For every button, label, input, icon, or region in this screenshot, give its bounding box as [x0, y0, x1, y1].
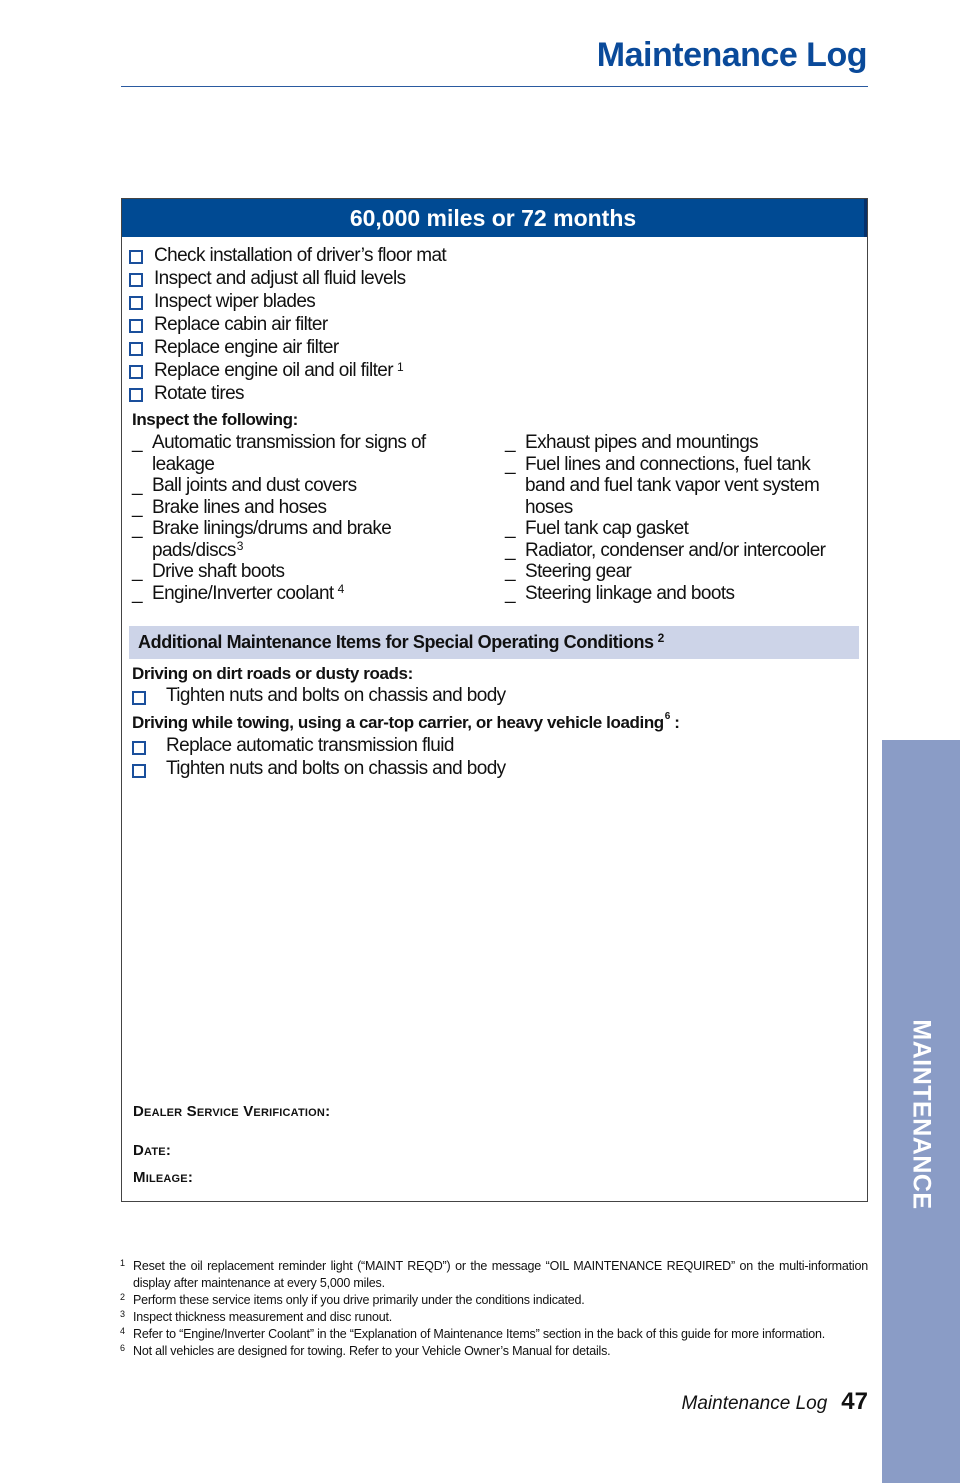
checklist-item	[129, 313, 446, 336]
inspect-item	[132, 432, 472, 475]
footnote	[120, 1343, 868, 1360]
item-label: Steering gear	[525, 561, 632, 582]
item-label: Replace cabin air filter	[154, 313, 328, 335]
inspect-item	[132, 561, 472, 583]
checkbox[interactable]	[129, 342, 143, 356]
checklist-item	[129, 267, 446, 290]
footnote-number: 3	[120, 1309, 125, 1319]
dirt-roads-heading: Driving on dirt roads or dusty roads:	[132, 664, 413, 683]
inspect-list-right	[505, 432, 845, 604]
footnote-text: Refer to “Engine/Inverter Coolant” in the “Explanation of Maintenance Items” section in the back of this guide for more information.	[133, 1327, 826, 1341]
bullet: _	[132, 432, 142, 453]
item-label: Radiator, condenser and/or intercooler	[525, 539, 826, 561]
checkbox[interactable]	[129, 273, 143, 287]
interval-title: 60,000 miles or 72 months	[122, 199, 867, 237]
inspect-item	[505, 518, 845, 540]
item-label: Fuel tank cap gasket	[525, 518, 689, 539]
checkbox[interactable]	[129, 296, 143, 310]
item-label: Steering linkage and boots	[525, 582, 735, 604]
footnote-text: Inspect thickness measurement and disc runout.	[133, 1310, 392, 1324]
bullet: _	[505, 453, 515, 475]
section-tab-label: MAINTENANCE	[907, 1019, 936, 1210]
bullet: _	[132, 475, 142, 496]
item-label: Replace engine air filter	[154, 336, 339, 358]
item-text	[152, 518, 402, 561]
item-label: Brake linings/drums and brake pads/discs	[152, 518, 392, 561]
inspect-item	[132, 583, 472, 605]
item-label: Replace engine oil and oil filter	[154, 359, 393, 381]
section-side-tab	[882, 740, 960, 1483]
footnote	[120, 1309, 868, 1326]
item-label: Check installation of driver’s floor mat	[154, 244, 447, 266]
item-label: Engine/Inverter coolant	[152, 582, 334, 604]
footnote-number: 4	[120, 1326, 125, 1336]
checkbox[interactable]	[132, 741, 146, 755]
footnotes	[120, 1258, 868, 1360]
footnote-ref: 2	[657, 631, 664, 645]
item-label: Automatic transmission for signs of leakage	[152, 432, 426, 475]
inspect-item	[505, 432, 845, 454]
item-label: Ball joints and dust covers	[152, 475, 357, 496]
dealer-verification-label: Dealer Service Verification:	[133, 1103, 331, 1120]
service-checklist	[129, 244, 446, 405]
checkbox[interactable]	[129, 250, 143, 264]
maintenance-interval-card	[121, 198, 868, 1202]
footnote-text: Not all vehicles are designed for towing. Refer to your Vehicle Owner’s Manual for details.	[133, 1344, 611, 1358]
footnote-ref: 3	[236, 538, 243, 553]
footnote-text: Perform these service items only if you drive primarily under the conditions indicated.	[133, 1293, 585, 1307]
checklist-item	[129, 336, 446, 359]
inspect-item	[505, 540, 845, 562]
bullet: _	[132, 496, 142, 518]
checklist-item	[132, 685, 506, 707]
bullet: _	[505, 561, 515, 582]
towing-heading-text: Driving while towing, using a car-top carrier, or heavy vehicle loading	[132, 713, 664, 732]
checklist-item	[129, 290, 446, 313]
item-label: Replace automatic transmission fluid	[166, 735, 454, 756]
checklist-item	[129, 359, 446, 382]
colon: :	[674, 713, 680, 732]
checkbox[interactable]	[132, 764, 146, 778]
bullet: _	[132, 518, 142, 539]
title-divider	[121, 86, 868, 87]
item-label: Tighten nuts and bolts on chassis and body	[166, 758, 506, 779]
inspect-item	[132, 475, 472, 497]
inspect-item	[505, 583, 845, 605]
item-label: Exhaust pipes and mountings	[525, 432, 759, 453]
footnote-text: Reset the oil replacement reminder light (“MAINT REQD”) or the message “OIL MAINTENANCE REQUIRED” on the multi-information display after maintenance at every 5,000 miles.	[133, 1259, 868, 1290]
inspect-item	[505, 561, 845, 583]
checkbox[interactable]	[129, 365, 143, 379]
bullet: _	[132, 561, 142, 582]
footnote-number: 1	[120, 1258, 125, 1268]
inspect-heading: Inspect the following:	[132, 410, 298, 429]
item-label: Brake lines and hoses	[152, 496, 327, 518]
item-label: Drive shaft boots	[152, 561, 285, 582]
checklist-item	[132, 735, 454, 757]
footnote-ref: 1	[396, 359, 404, 374]
inspect-item	[132, 518, 472, 561]
bullet: _	[505, 539, 515, 561]
item-label: Tighten nuts and bolts on chassis and body	[166, 685, 506, 706]
date-label: Date:	[133, 1142, 172, 1159]
page-footer	[682, 1388, 868, 1416]
inspect-list-left	[132, 432, 472, 604]
special-title: Additional Maintenance Items for Special Operating Conditions	[138, 632, 654, 652]
item-label: Inspect wiper blades	[154, 290, 316, 312]
footer-title: Maintenance Log	[681, 1393, 828, 1414]
item-label: Inspect and adjust all fluid levels	[154, 267, 406, 289]
footnote-number: 6	[120, 1343, 125, 1353]
item-label: Rotate tires	[154, 382, 244, 404]
footnote	[120, 1258, 868, 1292]
checkbox[interactable]	[132, 691, 146, 705]
checklist-item	[129, 244, 446, 267]
footnote-ref: 6	[664, 711, 670, 722]
bullet: _	[132, 582, 142, 604]
checkbox[interactable]	[129, 319, 143, 333]
inspect-item	[132, 497, 472, 519]
bullet: _	[505, 518, 515, 539]
checklist-item	[132, 758, 506, 780]
item-label: Fuel lines and connections, fuel tank band and fuel tank vapor vent system hoses	[525, 453, 820, 518]
bullet: _	[505, 432, 515, 453]
special-conditions-heading	[129, 626, 859, 659]
footnote	[120, 1326, 868, 1343]
footnote	[120, 1292, 868, 1309]
page-title: Maintenance Log	[596, 36, 867, 74]
footnote-number: 2	[120, 1292, 125, 1302]
mileage-label: Mileage:	[133, 1169, 194, 1186]
page-number: 47	[841, 1388, 868, 1415]
footnote-ref: 4	[337, 581, 344, 596]
towing-heading	[132, 713, 680, 733]
checklist-item	[129, 382, 446, 405]
checkbox[interactable]	[129, 388, 143, 402]
inspect-item	[505, 454, 845, 519]
bullet: _	[505, 582, 515, 604]
